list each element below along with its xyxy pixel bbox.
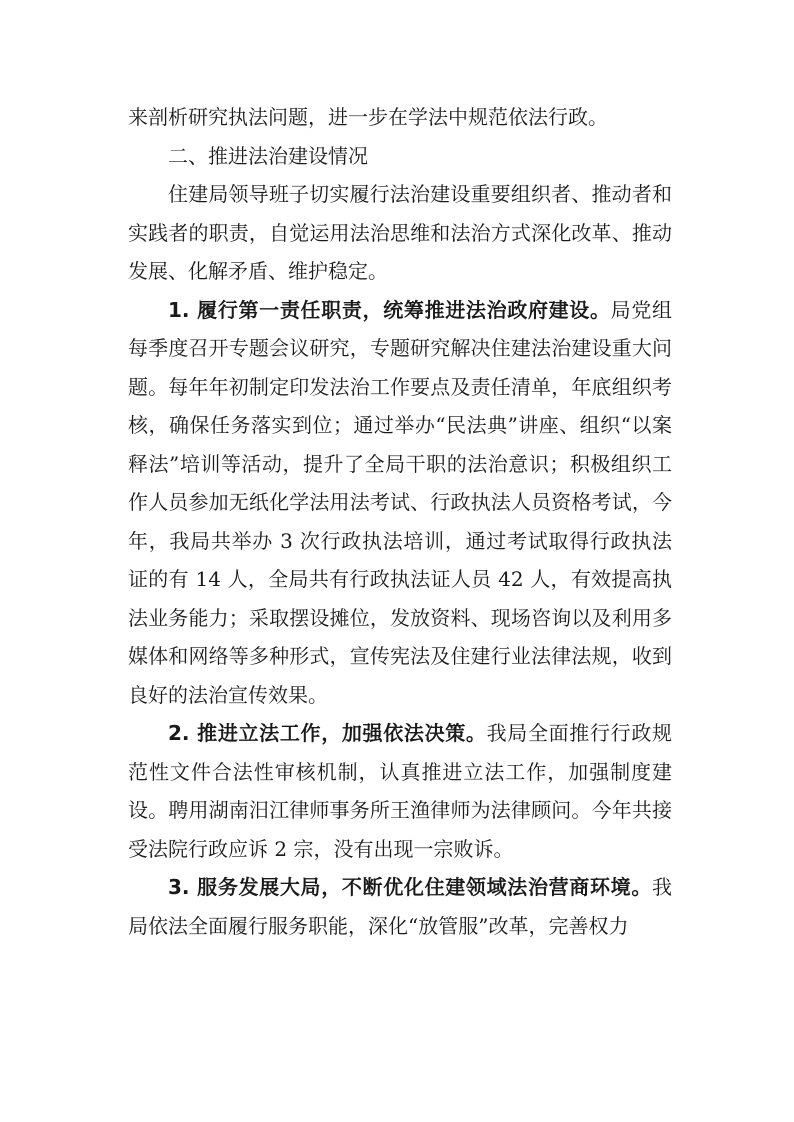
paragraph-continuation: 来剖析研究执法问题，进一步在学法中规范依法行政。: [128, 105, 608, 129]
item-3-paragraph: [128, 868, 672, 945]
item-2-paragraph: [128, 714, 672, 868]
item-2-body: 我局全面推行行政规范性文件合法性审核机制，认真推进立法工作，加强制度建设。聘用湖南汨江律师事务所王渔律师为法律顾问。今年共接受法院行政应诉 2 宗，没有出现一宗败诉。: [128, 721, 673, 861]
section-heading: 二、推进法治建设情况: [168, 143, 368, 168]
item-1-paragraph: [128, 291, 672, 715]
intro-paragraph: 住建局领导班子切实履行法治建设重要组织者、推动者和实践者的职责，自觉运用法治思维和法治方式深化改革、推动发展、化解矛盾、维护稳定。: [128, 182, 672, 283]
item-1-title: 1. 履行第一责任职责，统筹推进法治政府建设。: [168, 297, 611, 322]
item-3-title: 3. 服务发展大局，不断优化住建领域法治营商环境。: [168, 875, 652, 899]
item-2-title: 2. 推进立法工作，加强依法决策。: [168, 721, 487, 745]
document-body: [128, 98, 672, 945]
item-3-body: 我局依法全面履行服务职能，深化“放管服”改革，完善权力: [128, 875, 672, 938]
item-1-body: 局党组每季度召开专题会议研究，专题研究解决住建法治建设重大问题。每年年初制定印发法治工作要点及责任清单，年底组织考核，确保任务落实到位；通过举办“民法典”讲座、组织“以案释法”培训等活动，提升了全局干职的法治意识；积极组织工作人员参加无纸化学法用法考试、行政执法人员资格考试，今年，我局共举办 3 次行政执法培训，通过考试取得行政执法证的有 14 人，全局共有行政执法证人员 42 人，有效提高执法业务能力；采取摆设摊位，发放资料、现场咨询以及利用多媒体和网络等多种形式，宣传宪法及住建行业法律法规，收到良好的法治宣传效果。: [128, 297, 673, 707]
